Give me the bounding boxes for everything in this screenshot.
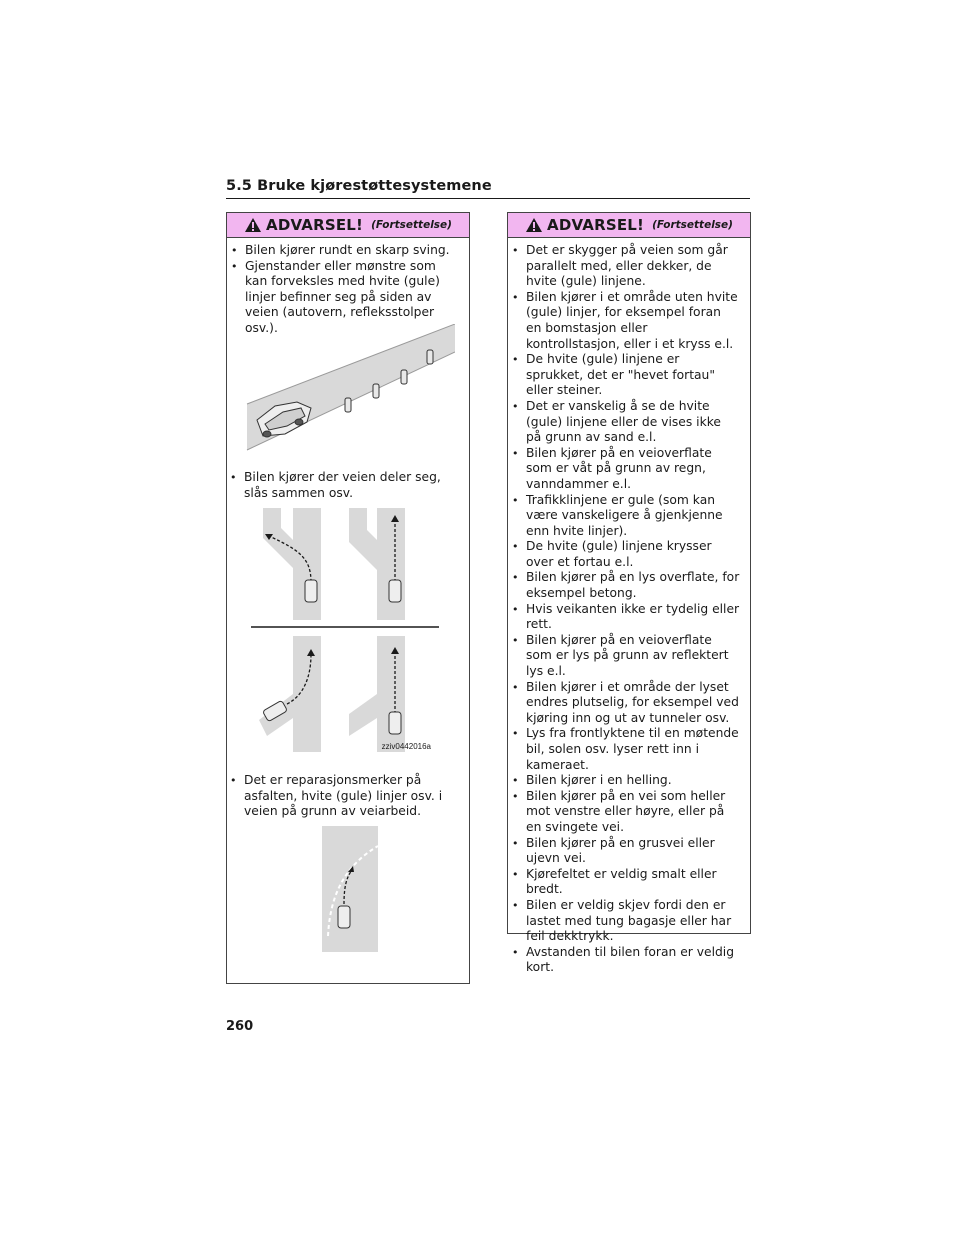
- list-item: • Hvis veikanten ikke er tydelig eller rett.: [508, 602, 740, 633]
- list-item: • Bilen kjører på en lys overflate, for eksempel betong.: [508, 570, 740, 601]
- warning-header: [508, 213, 750, 238]
- figure-code: zziv0442016a: [381, 742, 431, 751]
- list-item: • Bilen er veldig skjev fordi den er lastet med tung bagasje eller har feil dekktrykk.: [508, 898, 740, 945]
- left-item-roadwork: [226, 773, 470, 820]
- list-item: • Det er vanskelig å se de hvite (gule) linjene eller de vises ikke på grunn av sand e.l.: [508, 399, 740, 446]
- warning-header: [227, 213, 469, 238]
- list-item: • Bilen kjører på en grusvei eller ujevn vei.: [508, 836, 740, 867]
- list-item: • Trafikklinjene er gule (som kan være vanskeligere å gjenkjenne enn hvite linjer).: [508, 493, 740, 540]
- left-item-merge: [226, 470, 470, 501]
- figure-road-repair: [320, 826, 384, 954]
- figure-roadside-posts: [245, 324, 455, 452]
- list-item: • Bilen kjører i et område der lyset endres plutselig, for eksempel ved kjøring inn og ut av tunneler osv.: [508, 680, 740, 727]
- list-item: • Bilen kjører på en vei som heller mot venstre eller høyre, eller på en svingete vei.: [508, 789, 740, 836]
- warning-triangle-icon: [244, 217, 262, 233]
- list-item: • Bilen kjører rundt en skarp sving.: [227, 243, 463, 259]
- warning-title: ADVARSEL!: [266, 216, 364, 234]
- warning-box-right: [507, 212, 751, 975]
- list-item: • Det er skygger på veien som går parallelt med, eller dekker, de hvite (gule) linjene.: [508, 243, 740, 290]
- list-item: • Bilen kjører der veien deler seg, slås sammen osv.: [226, 470, 470, 501]
- list-item: • Lys fra frontlyktene til en møtende bil, solen osv. lyser rett inn i kameraet.: [508, 726, 740, 773]
- warning-title: ADVARSEL!: [547, 216, 645, 234]
- figure-split-merge: [245, 508, 445, 754]
- list-item: • Bilen kjører på en veioverflate som er lys på grunn av reflektert lys e.l.: [508, 633, 740, 680]
- section-divider: [226, 198, 750, 199]
- warning-triangle-icon: [525, 217, 543, 233]
- list-item: • Kjørefeltet er veldig smalt eller bredt.: [508, 867, 740, 898]
- warning-continued: (Fortsettelse): [652, 219, 733, 231]
- list-item: • Det er reparasjonsmerker på asfalten, hvite (gule) linjer osv. i veien på grunn av veiarbeid.: [226, 773, 470, 820]
- list-item: • Avstanden til bilen foran er veldig kort.: [508, 945, 740, 976]
- list-item: • Bilen kjører i et område uten hvite (gule) linjer, for eksempel foran en bomstasjon eller kontrollstasjon, eller i et kryss e.l.: [508, 290, 740, 352]
- list-item: • De hvite (gule) linjene er sprukket, det er "hevet fortau" eller steiner.: [508, 352, 740, 399]
- list-item: • Gjenstander eller mønstre som kan forveksles med hvite (gule) linjer befinner seg på siden av veien (autovern, refleksstolper osv.).: [227, 259, 463, 337]
- list-item: • De hvite (gule) linjene krysser over et fortau e.l.: [508, 539, 740, 570]
- list-item: • Bilen kjører på en veioverflate som er våt på grunn av regn, vanndammer e.l.: [508, 446, 740, 493]
- list-item: • Bilen kjører i en helling.: [508, 773, 740, 789]
- page-number: 260: [226, 1019, 254, 1034]
- warning-continued: (Fortsettelse): [371, 219, 452, 231]
- section-title: 5.5 Bruke kjørestøttesystemene: [226, 178, 492, 194]
